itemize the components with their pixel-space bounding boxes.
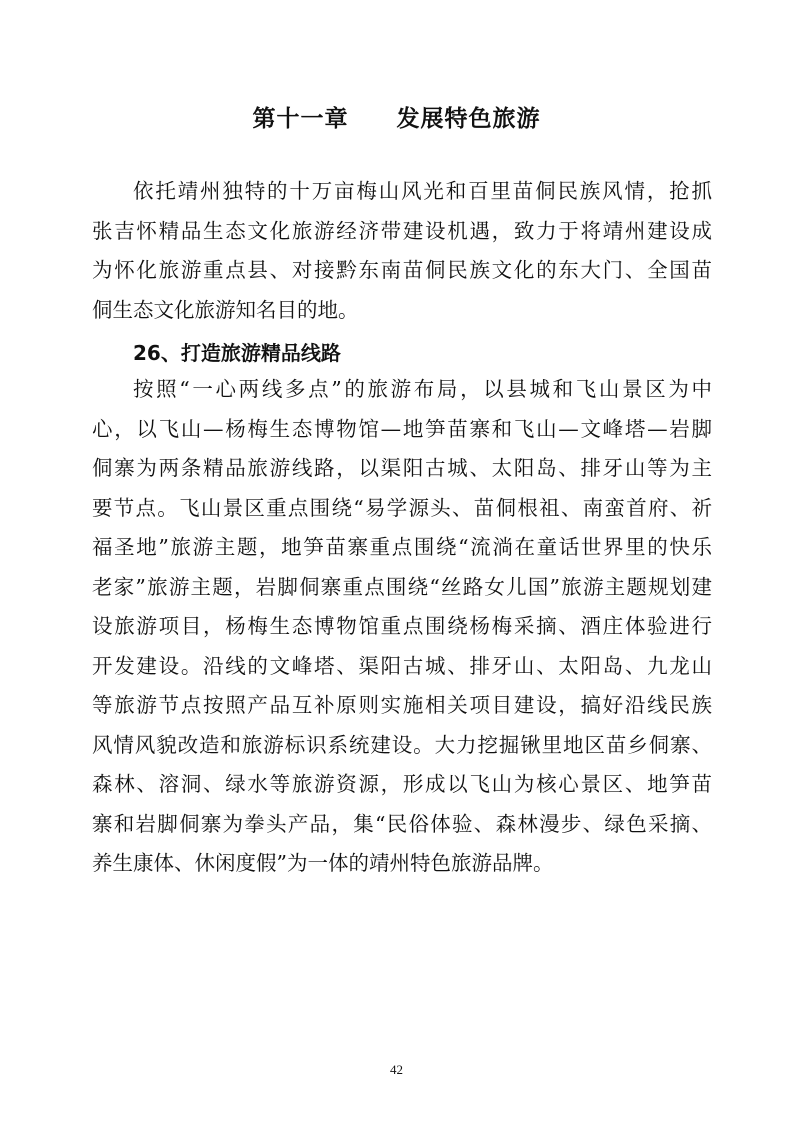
paragraph-line: 寨和岩脚侗寨为拳头产品，集“民俗体验、森林漫步、绿色采摘、 xyxy=(92,811,712,836)
paragraph-line: 依托靖州独特的十万亩梅山风光和百里苗侗民族风情，抢抓 xyxy=(133,179,712,203)
paragraph-line: 心，以飞山—杨梅生态博物馆—地笋苗寨和飞山—文峰塔—岩脚 xyxy=(92,416,712,441)
paragraph-line: 为怀化旅游重点县、对接黔东南苗侗民族文化的东大门、全国苗 xyxy=(92,258,712,282)
page-number: 42 xyxy=(390,1062,403,1077)
paragraph-line: 福圣地”旅游主题，地笋苗寨重点围绕“流淌在童话世界里的快乐 xyxy=(92,535,712,559)
paragraph-line: 养生康体、休闲度假”为一体的靖州特色旅游品牌。 xyxy=(92,851,554,875)
paragraph-line: 开发建设。沿线的文峰塔、渠阳古城、排牙山、太阳岛、九龙山 xyxy=(92,653,712,678)
paragraph-line: 侗生态文化旅游知名目的地。 xyxy=(92,297,359,322)
intro-paragraph xyxy=(92,172,712,330)
paragraph-line: 风情风貌改造和旅游标识系统建设。大力挖掘锹里地区苗乡侗寨、 xyxy=(92,732,712,757)
section-paragraph xyxy=(92,370,712,884)
paragraph-line: 老家”旅游主题，岩脚侗寨重点围绕“丝路女儿国”旅游主题规划建 xyxy=(92,574,712,599)
paragraph-line: 设旅游项目，杨梅生态博物馆重点围绕杨梅采摘、酒庄体验进行 xyxy=(92,614,712,638)
paragraph-line: 等旅游节点按照产品互补原则实施相关项目建设，搞好沿线民族 xyxy=(92,693,712,717)
paragraph-line: 按照“一心两线多点”的旅游布局，以县城和飞山景区为中 xyxy=(133,377,712,401)
paragraph-line: 张吉怀精品生态文化旅游经济带建设机遇，致力于将靖州建设成 xyxy=(92,218,712,243)
section-heading: 26、打造旅游精品线路 xyxy=(133,341,341,365)
paragraph-line: 森林、溶洞、绿水等旅游资源，形成以飞山为核心景区、地笋苗 xyxy=(92,772,712,796)
chapter-title: 第十一章 发展特色旅游 xyxy=(252,106,541,132)
paragraph-line: 侗寨为两条精品旅游线路，以渠阳古城、太阳岛、排牙山等为主 xyxy=(92,456,712,480)
paragraph-line: 要节点。飞山景区重点围绕“易学源头、苗侗根祖、南蛮首府、祈 xyxy=(92,495,712,520)
